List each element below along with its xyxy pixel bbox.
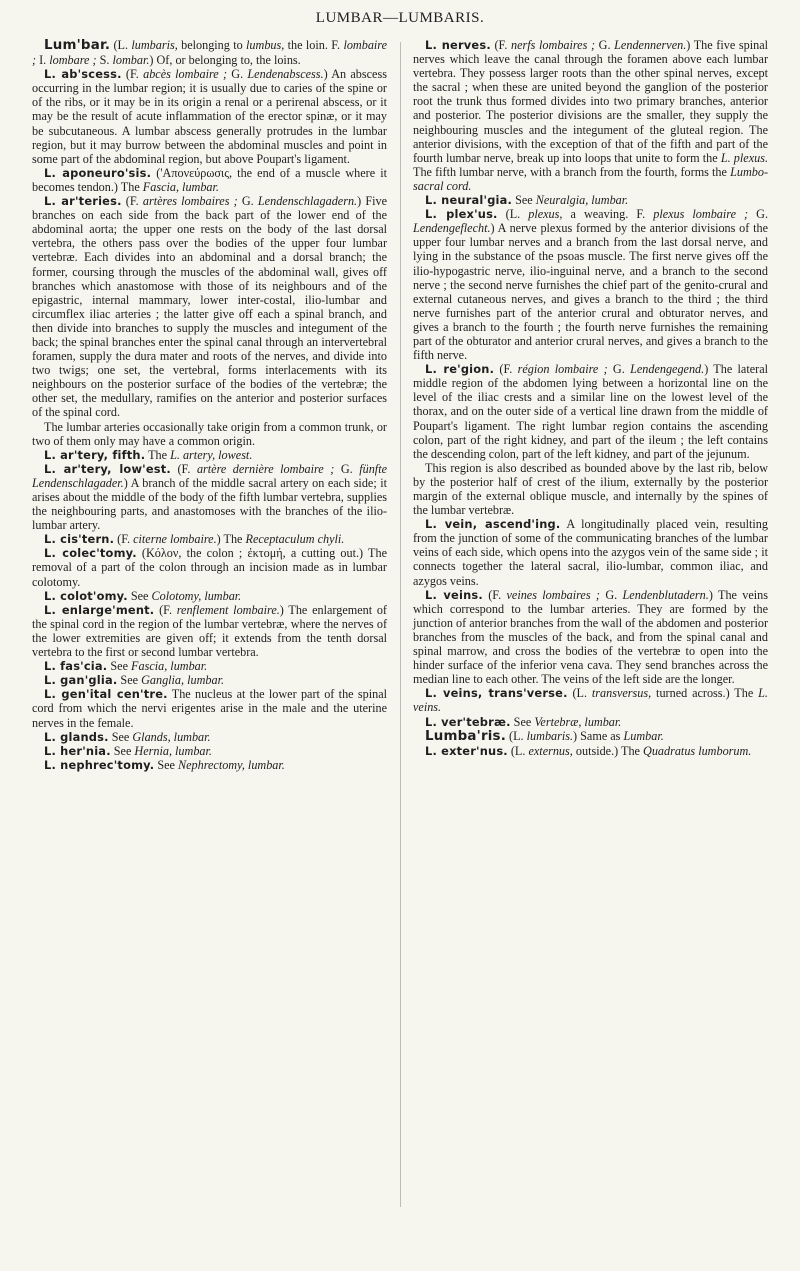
- entry-italic-text: région lombaire ;: [517, 362, 608, 377]
- dictionary-entry: [32, 448, 387, 462]
- entry-headword: L. colot'omy.: [44, 588, 128, 603]
- entry-headword: L. fas'cia.: [44, 659, 108, 674]
- entry-text: ) Five branches on each side from the back part of the lower end of the abdominal aorta; the upper one rests on the body of the last dorsal vertebra, the others pass over the bodies of the upper four lumbar vertebræ. Each divides into an abdominal and a dorsal branch; the former, coursing through the muscles of the abdominal wall, gives off branches which anastomose with those of its neighbours and of the epigastric, internal mammary, lower inter-costal, ilio-lumbar and circumflex iliac arteries ; the latter give off each a spinal branch, and then divide into branches to supply the muscles and integument of the back; the spinal branches enter the spinal canal through an intervertebral foramen, supply the dura mater and roots of the nerves, and divide into two twigs; one set, the vertebral, forms interlacements with its neighbours on the posterior surface of the bodies of the vertebræ; the other set, the medullary, ramifies on the anterior and posterior surfaces of the spinal cord.: [32, 194, 387, 420]
- entry-text: (F.: [170, 461, 197, 476]
- dictionary-entry: [413, 517, 768, 587]
- entry-text: G.: [607, 362, 631, 377]
- entry-italic-text: plexus lombaire ;: [653, 207, 749, 222]
- entry-italic-text: L. artery, lowest.: [170, 447, 253, 462]
- entry-italic-text: artère dernière lombaire ;: [196, 461, 335, 476]
- entry-text: (L.: [567, 686, 592, 701]
- entry-italic-text: plexus,: [528, 207, 563, 222]
- entry-headword: L. aponeuro'sis.: [44, 165, 152, 180]
- left-column: [32, 38, 387, 772]
- entry-text: (F.: [482, 587, 507, 602]
- dictionary-entry: [32, 744, 387, 758]
- dictionary-entry: [32, 589, 387, 603]
- entry-italic-text: artères lombaires ;: [142, 194, 238, 209]
- entry-headword: L. colec'tomy.: [44, 546, 137, 561]
- entry-headword: Lum'bar.: [44, 38, 111, 53]
- entry-italic-text: Lendennerven.: [614, 38, 687, 52]
- dictionary-entry: [413, 207, 768, 362]
- entry-italic-text: lombare ;: [49, 53, 97, 68]
- entry-headword: L. ar'tery, fifth.: [44, 447, 146, 462]
- entry-italic-text: lumbaris.: [526, 728, 574, 743]
- entry-headword: L. plex'us.: [425, 207, 498, 222]
- entry-text: ) The five spinal nerves which leave the canal through the foramen above each lumbar vertebra. They possess larger roots than the other spinal nerves, except the sacral ; when these are united beyond the ganglion of the posterior root the trunk thus formed divides into two primary branches, anterior and posterior. The posterior divisions are the smaller, they supply the neighbouring muscles and the integument of the gluteal region. The anterior divisions, with the exception of that of the fifth and part of the fourth lumbar nerve, break up into loops that unite to form the: [413, 38, 768, 165]
- entry-italic-text: nerfs lombaires ;: [511, 38, 596, 52]
- entry-italic-text: Lendenschlagadern.: [257, 194, 358, 209]
- entry-headword: L. her'nia.: [44, 743, 111, 758]
- entry-italic-text: Quadratus lumborum.: [643, 743, 752, 758]
- entry-italic-text: lombaire ;: [32, 38, 387, 68]
- dictionary-entry: [413, 729, 768, 744]
- entry-text: (L.: [110, 38, 132, 52]
- entry-text: ) A nerve plexus formed by the anterior divisions of the upper four lumbar nerves and a branch from the last dorsal nerve, and lying in the substance of the psoas muscle. The first nerve gives off the ilio-hypogastric nerve, ilio-inguinal nerve, and a branch to the second nerve ; the second nerve furnishes the chief part of the genito-crural and external cutaneous nerves, and gives a branch to the third ; the third nerve furnishes part of the anterior crural and obturator nerves, and gives a branch to the fourth ; the fourth nerve furnishes the remaining part of the obturator and anterior crural nerves, and gives a branch to the fifth nerve.: [413, 221, 768, 363]
- entry-text: See: [117, 673, 142, 688]
- dictionary-entry: [32, 532, 387, 546]
- entry-italic-text: Fascia, lumbar.: [142, 179, 219, 194]
- entry-headword: L. nerves.: [425, 38, 491, 52]
- dictionary-entry: [413, 588, 768, 687]
- dictionary-entry: [413, 686, 768, 714]
- entry-text: See: [108, 729, 133, 744]
- entry-italic-text: abcès lombaire ;: [143, 67, 228, 82]
- dictionary-entry: [32, 659, 387, 673]
- entry-italic-text: L. veins.: [413, 686, 768, 715]
- entry-text: ) The: [216, 532, 246, 547]
- entry-text: (L.: [507, 743, 529, 758]
- entry-headword: L. ar'tery, low'est.: [44, 461, 171, 476]
- dictionary-entry: [413, 38, 768, 193]
- entry-text: belonging to: [177, 38, 247, 52]
- entry-italic-text: Nephrectomy, lumbar.: [177, 757, 285, 772]
- entry-headword: L. enlarge'ment.: [44, 602, 155, 617]
- entry-italic-text: Lendenabscess.: [247, 67, 324, 82]
- entry-italic-text: Lumbo-sacral cord.: [413, 164, 768, 193]
- dictionary-entry: [32, 38, 387, 67]
- entry-text: (L.: [506, 728, 527, 743]
- entry-italic-text: renflement lombaire.: [176, 602, 280, 617]
- entry-italic-text: L. plexus.: [720, 150, 768, 165]
- entry-text: (Κόλον, the colon ; ἐκτομή, a cutting out.) The removal of a part of the colon through an incision made as in lumbar colotomy.: [32, 546, 387, 589]
- entry-headword: L. ver'tebræ.: [425, 714, 511, 729]
- dictionary-entry: [32, 420, 387, 448]
- dictionary-entry: [32, 67, 387, 166]
- entry-text: See: [127, 588, 152, 603]
- entry-headword: L. nephrec'tomy.: [44, 757, 155, 772]
- entry-headword: L. veins, trans'verse.: [425, 686, 568, 701]
- entry-headword: L. ar'teries.: [44, 194, 122, 209]
- entry-italic-text: citerne lombaire.: [133, 532, 217, 547]
- entry-text: ) The lateral middle region of the abdomen lying between a horizontal line on the level of the iliac crests and a similar line on the lowest level of the thorax, and on the outer side of a vertical line drawn from the middle of Poupart's ligament. The right lumbar region contains the ascending colon, part of the right kidney, and part of the ileum ; the left contains the descending colon, part of the left kidney, and part of the jejunum.: [413, 362, 768, 461]
- entry-text: G.: [237, 194, 258, 209]
- entry-text: (F.: [121, 67, 144, 82]
- entry-text: I.: [36, 53, 50, 68]
- entry-text: a weaving. F.: [562, 207, 654, 222]
- dictionary-entry: [413, 744, 768, 758]
- entry-italic-text: Colotomy, lumbar.: [151, 588, 242, 603]
- dictionary-entry: [413, 715, 768, 729]
- entry-text: (L.: [497, 207, 529, 222]
- entry-headword: L. ab'scess.: [44, 67, 122, 82]
- entry-italic-text: Lumbar.: [623, 728, 664, 743]
- entry-text: (F.: [114, 532, 134, 547]
- entry-headword: L. exter'nus.: [425, 743, 508, 758]
- dictionary-entry: [413, 461, 768, 517]
- entry-italic-text: fünfte Lendenschlagader.: [32, 461, 387, 490]
- dictionary-entry: [32, 194, 387, 420]
- entry-italic-text: Ganglia, lumbar.: [141, 673, 225, 688]
- entry-text: G.: [748, 207, 768, 222]
- entry-italic-text: transversus,: [591, 686, 652, 701]
- entry-italic-text: Lendenblutadern.: [622, 587, 709, 602]
- entry-text: See: [510, 714, 535, 729]
- right-column: [413, 38, 768, 758]
- entry-italic-text: Neuralgia, lumbar.: [535, 193, 629, 208]
- entry-italic-text: Fascia, lumbar.: [131, 659, 208, 674]
- dictionary-entry: [32, 546, 387, 588]
- entry-italic-text: veines lombaires ;: [506, 587, 600, 602]
- entry-text: (F.: [494, 362, 518, 377]
- entry-text: The lumbar arteries occasionally take origin from a common trunk, or two of them only may have a common origin.: [32, 419, 387, 448]
- entry-italic-text: lumbaris,: [131, 38, 178, 52]
- dictionary-entry: [32, 687, 387, 729]
- dictionary-entry: [32, 462, 387, 532]
- entry-italic-text: Glands, lumbar.: [132, 729, 211, 744]
- entry-headword: L. glands.: [44, 729, 109, 744]
- dictionary-entry: [32, 166, 387, 194]
- entry-text: G.: [599, 587, 623, 602]
- entry-headword: L. cis'tern.: [44, 532, 115, 547]
- entry-text: (F.: [154, 602, 177, 617]
- entry-text: ('Απονεύρωσις, the end of a muscle where it becomes tendon.) The: [32, 165, 387, 194]
- entry-italic-text: lombar.: [112, 53, 150, 68]
- entry-text: S.: [96, 53, 113, 68]
- entry-italic-text: Vertebræ, lumbar.: [534, 714, 622, 729]
- entry-text: outside.) The: [572, 743, 644, 758]
- entry-text: ) An abscess occurring in the lumbar region; it is usually due to caries of the spine or of the ribs, or it may be in its origin a renal or a perirenal abscess, or it may be the result of acute inflammation of the erector spinæ, or it may be subcutaneous. A lumbar abscess generally protrudes in the lumbar region, but it may burrow between the abdominal muscles and point in some part of the abdominal region, but above Poupart's ligament.: [32, 67, 387, 166]
- running-head: LUMBAR—LUMBARIS.: [315, 10, 485, 26]
- entry-headword: L. re'gion.: [425, 362, 495, 377]
- entry-italic-text: Hernia, lumbar.: [134, 743, 212, 758]
- entry-italic-text: Receptaculum chyli.: [245, 532, 345, 547]
- dictionary-entry: [32, 603, 387, 659]
- entry-text: See: [512, 193, 536, 208]
- entry-italic-text: lumbus,: [246, 38, 285, 52]
- entry-italic-text: Lendengegend.: [630, 362, 705, 377]
- entry-headword: L. veins.: [425, 587, 483, 602]
- dictionary-entry: [32, 758, 387, 772]
- entry-headword: Lumba'ris.: [425, 728, 506, 744]
- entry-text: (F.: [121, 194, 143, 209]
- entry-text: A longitudinally placed vein, resulting from the junction of some of the communicating branches of the lumbar veins of each side, which opens into the azygos vein of the same side ; it connects together the lateral sacral, ilio-lumbar, common iliac, and azygos veins.: [413, 517, 768, 588]
- entry-headword: L. vein, ascend'ing.: [425, 517, 561, 532]
- dictionary-entry: [32, 730, 387, 744]
- entry-text: The fifth lumbar nerve, with a branch from the fourth, forms the: [413, 164, 731, 179]
- entry-text: the loin. F.: [284, 38, 344, 52]
- entry-headword: L. gan'glia.: [44, 673, 118, 688]
- entry-text: G.: [227, 67, 248, 82]
- entry-text: See: [154, 757, 178, 772]
- entry-text: G.: [334, 461, 360, 476]
- entry-text: The: [145, 447, 171, 462]
- entry-text: ) Of, or belonging to, the loins.: [149, 53, 301, 68]
- entry-text: turned across.) The: [651, 686, 759, 701]
- entry-text: ) Same as: [573, 728, 624, 743]
- dictionary-entry: [32, 673, 387, 687]
- entry-text: ) The veins which correspond to the lumbar arteries. They are formed by the junction of anterior branches from the wall of the abdomen and posterior branches from the muscles of the back, and from the spinal canal and spinal marrow, and cross the bodies of the vertebræ to open into the hinder surface of the inferior vena cava. They send branches across the median line to each other. The veins of the left side are the longer.: [413, 587, 769, 687]
- column-divider: [400, 42, 401, 1207]
- entry-text: See: [110, 743, 135, 758]
- entry-text: ) The enlargement of the spinal cord in the region of the lumbar vertebræ, where the nerves of the lower extremities are given off; it extends from the tenth dorsal vertebra to the first or second lumbar vertebra.: [32, 602, 387, 660]
- entry-italic-text: externus,: [528, 743, 573, 758]
- dictionary-entry: [413, 193, 768, 207]
- entry-text: ) A branch of the middle sacral artery on each side; it arises about the middle of the body of the fifth lumbar vertebra, supplies the neighbouring parts, and anastomoses with the branches of the ilio-lumbar artery.: [32, 475, 387, 533]
- entry-text: G.: [595, 38, 615, 52]
- entry-italic-text: Lendengeflecht.: [413, 221, 491, 236]
- entry-text: The nucleus at the lower part of the spinal cord from which the nervi erigentes arise in the male and the uterine nerves in the female.: [32, 687, 388, 730]
- entry-text: (F.: [490, 38, 512, 52]
- entry-headword: L. neural'gia.: [425, 193, 513, 208]
- dictionary-entry: [413, 362, 768, 461]
- entry-text: This region is also described as bounded above by the last rib, below by the posterior half of crest of the ilium, externally by the posterior margin of the external oblique muscle, and internally by the spines of the lumbar vertebræ.: [413, 460, 768, 518]
- entry-text: See: [107, 659, 132, 674]
- entry-headword: L. gen'ital cen'tre.: [44, 687, 168, 702]
